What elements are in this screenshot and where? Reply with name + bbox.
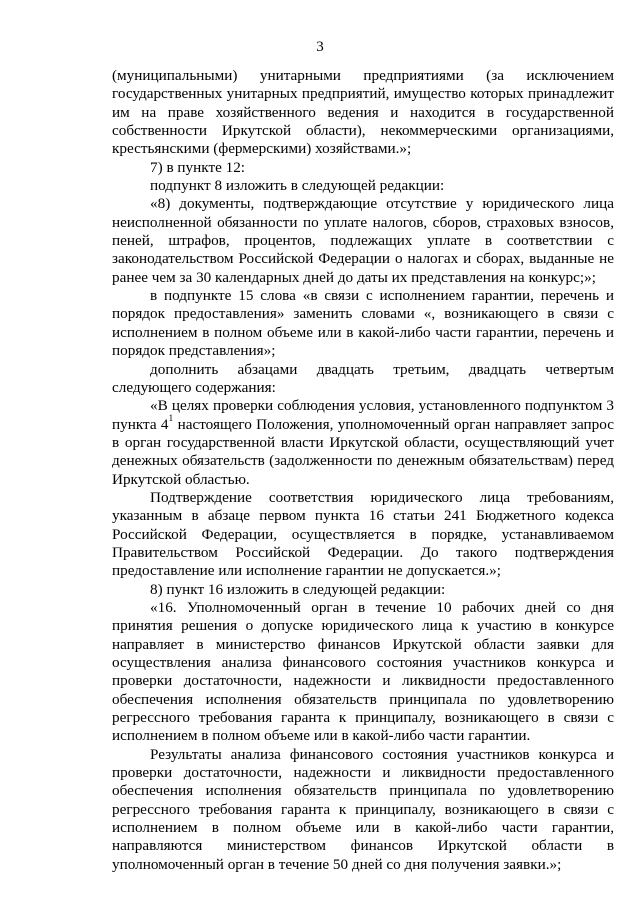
paragraph-verification-text-start: «В целях проверки соблюдения условия, установленного подпунктом 3 пункта 4 [112,397,614,433]
paragraph-verification-request [112,397,614,489]
paragraph-add-paragraphs-instruction: дополнить абзацами двадцать третьим, двадцать четвертым следующего содержания: [112,360,614,396]
paragraph-subpoint-8-text: «8) документы, подтверждающие отсутствие у юридического лица неисполненной обязанности по уплате налогов, сборов, страховых взносов, пеней, штрафов, процентов, подлежащих уплате в соответствии с законодательством Российской Федерации о налогах и сборах, выданные не ранее чем за 30 календарных дней до даты их представления на конкурс;»; [112,195,614,286]
page-number: 3 [316,39,324,55]
paragraph-continuation: (муниципальными) унитарными предприятиями (за исключением государственных унитарных предприятий, имущество которых принадлежит им на праве хозяйственного ведения и находится в государственной собственности Иркутской области), некоммерческими организациями, крестьянскими (фермерскими) хозяйствами.»; [112,67,614,158]
paragraph-item-7: 7) в пункте 12: [150,158,246,176]
paragraph-compliance-confirmation: Подтверждение соответствия юридического лица требованиям, указанным в абзаце первом пункта 16 статьи 241 Бюджетного кодекса Российской Федерации, осуществляется в порядке, устанавливаемом Правительством Российской Федерации. До такого подтверждения предоставление или исполнение гарантии не допускается.»; [112,488,614,580]
paragraph-subpoint-8-instruction: подпункт 8 изложить в следующей редакции: [150,177,445,195]
paragraph-subpoint-15-amendment: в подпункте 15 слова «в связи с исполнением гарантии, перечень и порядок предоставления» заменить словами «, возникающего в связи с исполнением в полном объеме или в какой-либо части гарантии, перечень и порядок представления»; [112,287,614,360]
superscript-marker: 1 [168,414,174,425]
paragraph-verification-text-end: настоящего Положения, уполномоченный орган направляет запрос в орган государственной власти Иркутской области, осуществляющий учет денежных обязательств (задолженности по денежным обязательствам) перед Иркутской областью. [112,415,614,488]
paragraph-point-16-text: «16. Уполномоченный орган в течение 10 рабочих дней со дня принятия решения о допуске юридического лица к участию в конкурсе направляет в министерство финансов Иркутской области заявки для осуществления анализа финансового состояния участников конкурса и проверки достаточности, надежности и ликвидности предоставленного обеспечения исполнения обязательств принципала по удовлетворению регрессного требования гаранта к принципалу, возникающего в связи с исполнением в полном объеме или в какой-либо части гарантии. [112,598,614,745]
paragraph-item-8: 8) пункт 16 изложить в следующей редакции: [150,580,446,598]
document-body [112,67,614,874]
paragraph-analysis-results: Результаты анализа финансового состояния участников конкурса и проверки достаточности, надежности и ликвидности предоставленного обеспечения исполнения обязательств принципала по удовлетворению регрессного требования гаранта к принципалу, возникающего в связи с исполнением в полном объеме или в какой-либо части гарантии, направляются министерством финансов Иркутской области в уполномоченный орган в течение 50 дней со дня получения заявки.»; [112,745,614,873]
